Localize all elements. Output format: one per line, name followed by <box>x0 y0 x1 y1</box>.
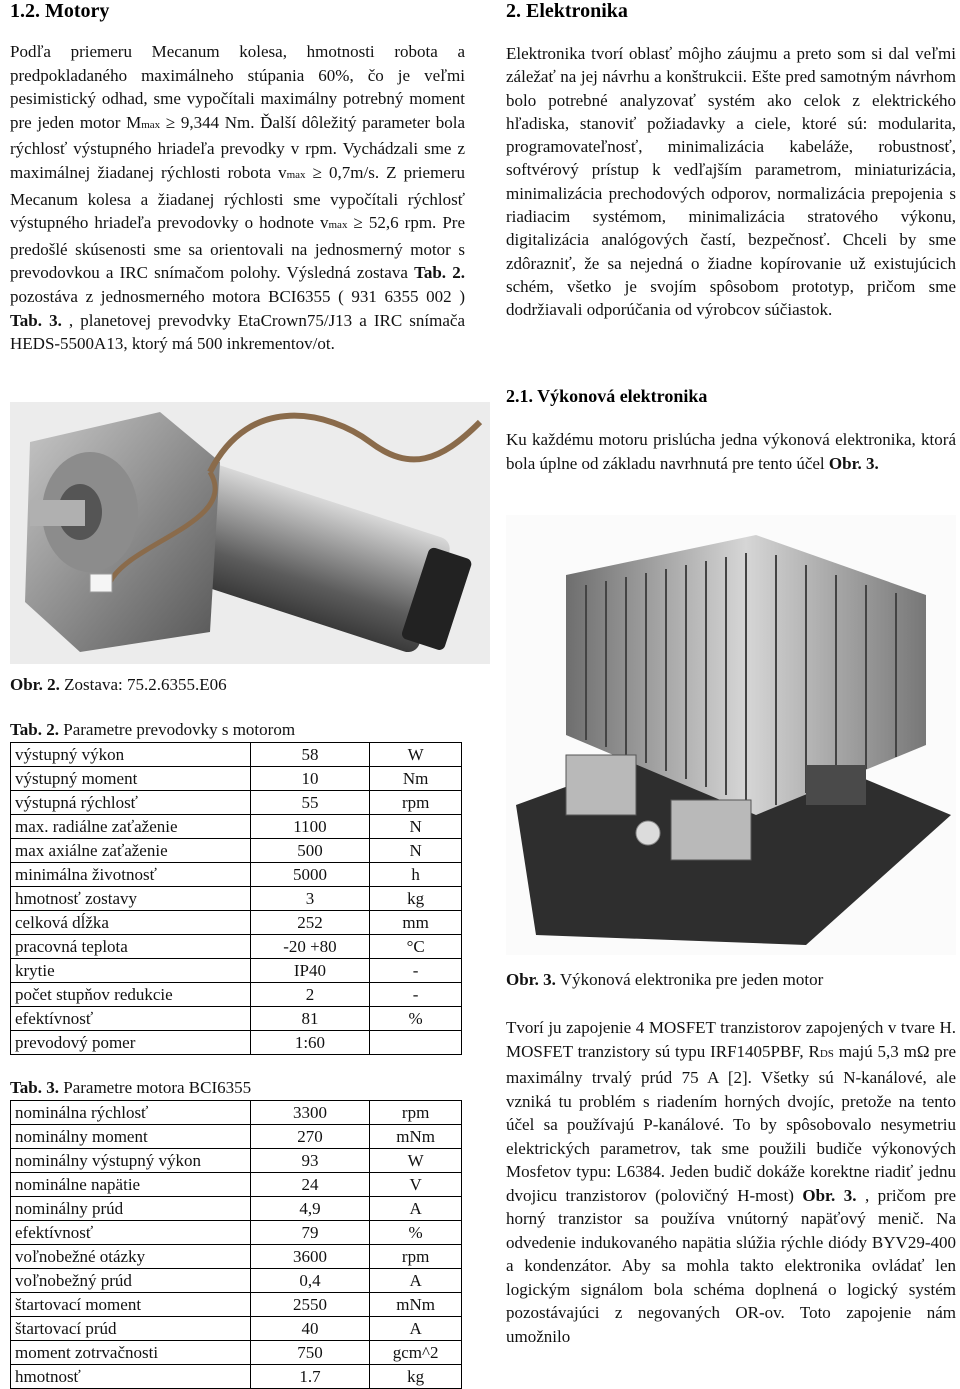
electronics-illustration <box>506 515 956 955</box>
param-unit-cell: N <box>370 839 462 863</box>
figure-3-caption <box>506 970 823 990</box>
param-name-cell: nominálny moment <box>11 1125 251 1149</box>
table-row <box>11 983 462 1007</box>
param-value-cell: 500 <box>250 839 370 863</box>
param-unit-cell: A <box>370 1197 462 1221</box>
text-span: ≥ 9,344 Nm. Ďalší dôležitý parameter bola rýchlosť výstupného hriadeľa prevodky v rpm. Vychádzali sme z maximálnej žiadanej rýchlosti robota v <box>10 112 465 182</box>
param-value-cell: IP40 <box>250 959 370 983</box>
table-row <box>11 1221 462 1245</box>
param-name-cell: počet stupňov redukcie <box>11 983 251 1007</box>
param-value-cell: 55 <box>250 791 370 815</box>
param-unit-cell: mNm <box>370 1293 462 1317</box>
param-name-cell: krytie <box>11 959 251 983</box>
figure-reference: Obr. 3. <box>828 453 879 473</box>
electronics-photo <box>506 515 956 955</box>
text-span: pozostáva z jednosmerného motora BCI6355 ( 931 6355 002 ) <box>10 286 465 306</box>
param-value-cell: 2550 <box>250 1293 370 1317</box>
figure-reference: Obr. 3. <box>802 1185 857 1205</box>
param-name-cell: pracovná teplota <box>11 935 251 959</box>
param-unit-cell: rpm <box>370 1245 462 1269</box>
param-name-cell: hmotnosť zostavy <box>11 887 251 911</box>
param-value-cell: 3 <box>250 887 370 911</box>
param-unit-cell: °C <box>370 935 462 959</box>
text-span: ≥ 0,7m/s. Z priemeru Mecanum kolesa a žiadanej rýchlosti sme vypočítali rýchlosť výstupného hriadeľa prevodovky o hodnote v <box>10 162 465 233</box>
caption-text: Výkonová elektronika pre jeden motor <box>555 970 824 989</box>
text-span: Tvorí ju zapojenie 4 MOSFET tranzistorov zapojených v tvare H. MOSFET tranzistory sú typu IRF1405PBF, R <box>506 1018 956 1061</box>
param-value-cell: 0,4 <box>250 1269 370 1293</box>
table-row <box>11 1197 462 1221</box>
table-row <box>11 767 462 791</box>
param-unit-cell: A <box>370 1317 462 1341</box>
param-value-cell: 10 <box>250 767 370 791</box>
param-value-cell: 3300 <box>250 1101 370 1125</box>
table-row <box>11 1317 462 1341</box>
param-unit-cell: N <box>370 815 462 839</box>
figure-2-caption <box>10 675 227 695</box>
table-row <box>11 887 462 911</box>
caption-label: Obr. 3. <box>506 970 556 989</box>
param-unit-cell: - <box>370 983 462 1007</box>
table-row <box>11 911 462 935</box>
text-span: Ku každému motoru prislúcha jedna výkonová elektronika, ktorá bola úplne od základu navrhnutá pre tento účel <box>506 430 956 473</box>
param-value-cell: 79 <box>250 1221 370 1245</box>
param-value-cell: 252 <box>250 911 370 935</box>
param-unit-cell: V <box>370 1173 462 1197</box>
param-value-cell: 93 <box>250 1149 370 1173</box>
caption-text: Parametre prevodovky s motorom <box>58 720 296 739</box>
param-name-cell: voľnobežný prúd <box>11 1269 251 1293</box>
caption-label: Tab. 2. <box>10 720 59 739</box>
param-value-cell: 24 <box>250 1173 370 1197</box>
param-unit-cell: W <box>370 743 462 767</box>
table-row <box>11 1269 462 1293</box>
text-span: Podľa priemeru Mecanum kolesa, hmotnosti robota a predpokladaného maximálneho stúpania 60%, čo je veľmi pesimistický odhad, sme vypočítali maximálny potrebný moment pre jeden motor M <box>10 42 465 132</box>
caption-text: Parametre motora BCI6355 <box>58 1078 252 1097</box>
table-row <box>11 959 462 983</box>
elektronika-paragraph: Elektronika tvorí oblasť môjho záujmu a preto som si dal veľmi záležať na jej návrhu a konštrukcii. Ešte pred samotným návrhom bolo potrebné analyzovať systém ako celok z elektrického hľadiska, stanoviť požiadavky a ciele, ktoré sú: modularita, programovateľnosť, minimalizácia kabeláže, robustnosť, softvérový prístup k vedľajším parametrom, miniaturizácia, minimalizácia prechodových odporov, normalizácia prepojenia s riadiacim systémom, minimalizácia stratového výkonu, digitalizácia analógových častí, bezpečnosť. Chceli by sme zdôrazniť, že sa nejedná o žiadne kopírovanie už existujúcich schém, všetko je svojím spôsobom prototyp, pričom sme dodržiavali odporúčania od výrobcov súčiastok. <box>506 44 956 320</box>
table-row <box>11 1365 462 1389</box>
param-value-cell: 1.7 <box>250 1365 370 1389</box>
param-name-cell: nominálny výstupný výkon <box>11 1149 251 1173</box>
param-value-cell: 1100 <box>250 815 370 839</box>
param-unit-cell: mNm <box>370 1125 462 1149</box>
table-row <box>11 1173 462 1197</box>
table-row <box>11 935 462 959</box>
param-name-cell: celková dĺžka <box>11 911 251 935</box>
caption-label: Tab. 3. <box>10 1078 59 1097</box>
param-name-cell: nominálne napätie <box>11 1173 251 1197</box>
param-unit-cell: h <box>370 863 462 887</box>
param-value-cell: -20 +80 <box>250 935 370 959</box>
param-unit-cell: gcm^2 <box>370 1341 462 1365</box>
param-unit-cell: mm <box>370 911 462 935</box>
section-heading-elektronika: 2. Elektronika <box>506 0 628 22</box>
table-3-caption <box>10 1078 251 1098</box>
table-row <box>11 1031 462 1055</box>
param-name-cell: nominálny prúd <box>11 1197 251 1221</box>
caption-label: Obr. 2. <box>10 675 60 694</box>
param-value-cell: 750 <box>250 1341 370 1365</box>
text-span: , planetovej prevodvky EtaCrown75/J13 a IRC snímača HEDS-5500A13, ktorý má 500 inkrementov/ot. <box>10 310 466 354</box>
table-row <box>11 1245 462 1269</box>
motory-paragraph <box>10 40 465 356</box>
param-value-cell: 40 <box>250 1317 370 1341</box>
section-heading-motory: 1.2. Motory <box>10 0 110 22</box>
param-unit-cell: % <box>370 1221 462 1245</box>
motor-illustration <box>10 402 490 664</box>
param-unit-cell: - <box>370 959 462 983</box>
param-name-cell: minimálna životnosť <box>11 863 251 887</box>
param-name-cell: voľnobežné otázky <box>11 1245 251 1269</box>
param-name-cell: nominálna rýchlosť <box>11 1101 251 1125</box>
text-span: majú 5,3 mΩ pre maximálny trvalý prúd 75 A [2]. Všetky sú N-kanálové, ale vzniká tu problém s riadením horných dvojíc, pretože na tento účel sa používajú P-kanálové. To by spôsobovalo nesymetriu elektrických parametrov, tak sme použili budiče výkonových Mosfetov typu: L6384. Jeden budič dokáže korektne riadiť jednu dvojicu tranzistorov (polovičný H-most) <box>506 1041 956 1205</box>
param-name-cell: efektívnosť <box>11 1221 251 1245</box>
param-value-cell: 270 <box>250 1125 370 1149</box>
param-unit-cell <box>370 1031 462 1055</box>
param-name-cell: moment zotrvačnosti <box>11 1341 251 1365</box>
param-value-cell: 3600 <box>250 1245 370 1269</box>
param-unit-cell: kg <box>370 887 462 911</box>
param-name-cell: výstupná rýchlosť <box>11 791 251 815</box>
param-value-cell: 5000 <box>250 863 370 887</box>
table-2-gearbox-params <box>10 742 462 1055</box>
table-row <box>11 1149 462 1173</box>
param-name-cell: max axiálne zaťaženie <box>11 839 251 863</box>
table-row <box>11 1125 462 1149</box>
motor-photo <box>10 402 490 664</box>
param-unit-cell: W <box>370 1149 462 1173</box>
table-row <box>11 1007 462 1031</box>
param-unit-cell: Nm <box>370 767 462 791</box>
table-reference: Tab. 3. <box>10 310 62 330</box>
param-name-cell: štartovací moment <box>11 1293 251 1317</box>
table-row <box>11 743 462 767</box>
subscript: max <box>286 168 306 181</box>
table-row <box>11 1101 462 1125</box>
param-unit-cell: A <box>370 1269 462 1293</box>
param-name-cell: max. radiálne zaťaženie <box>11 815 251 839</box>
table-row <box>11 791 462 815</box>
table-2-caption <box>10 720 295 740</box>
param-name-cell: prevodový pomer <box>11 1031 251 1055</box>
param-unit-cell: rpm <box>370 791 462 815</box>
param-value-cell: 2 <box>250 983 370 1007</box>
param-name-cell: výstupný moment <box>11 767 251 791</box>
param-unit-cell: % <box>370 1007 462 1031</box>
subscript: max <box>141 118 161 131</box>
param-unit-cell: kg <box>370 1365 462 1389</box>
param-value-cell: 1:60 <box>250 1031 370 1055</box>
param-name-cell: výstupný výkon <box>11 743 251 767</box>
param-name-cell: efektívnosť <box>11 1007 251 1031</box>
vykonova-paragraph <box>506 428 956 475</box>
subscript: DS <box>819 1047 834 1060</box>
table-3-motor-params <box>10 1100 462 1389</box>
text-span: , pričom pre horný tranzistor sa používa vnútorný napäťový menič. Na odvedenie indukovaného napätia slúžia rýchle diódy BYV29-400 a kondenzátor. Aby sa mohla takto elektronika ovládať len logickým signálom bola schéma doplnená o logický systém pozostávajúci z negovaných OR-ov. Toto zapojenie nám umožnilo <box>506 1185 956 1346</box>
table-reference: Tab. 2. <box>414 263 466 283</box>
table-row <box>11 839 462 863</box>
table-row <box>11 1341 462 1365</box>
subscript: max <box>328 219 348 232</box>
table-row <box>11 815 462 839</box>
param-value-cell: 4,9 <box>250 1197 370 1221</box>
caption-text: Zostava: 75.2.6355.E06 <box>59 675 227 694</box>
table-row <box>11 1293 462 1317</box>
param-name-cell: štartovací prúd <box>11 1317 251 1341</box>
text-span: ≥ 52,6 rpm. Pre predošlé skúsenosti sme sa orientovali na jednosmerný motor s prevodovkou a IRC snímačom polohy. Výsledná zostava <box>10 213 465 283</box>
mosfet-paragraph <box>506 1016 956 1348</box>
param-unit-cell: rpm <box>370 1101 462 1125</box>
param-value-cell: 58 <box>250 743 370 767</box>
section-heading-vykonova: 2.1. Výkonová elektronika <box>506 386 708 406</box>
param-name-cell: hmotnosť <box>11 1365 251 1389</box>
table-row <box>11 863 462 887</box>
param-value-cell: 81 <box>250 1007 370 1031</box>
